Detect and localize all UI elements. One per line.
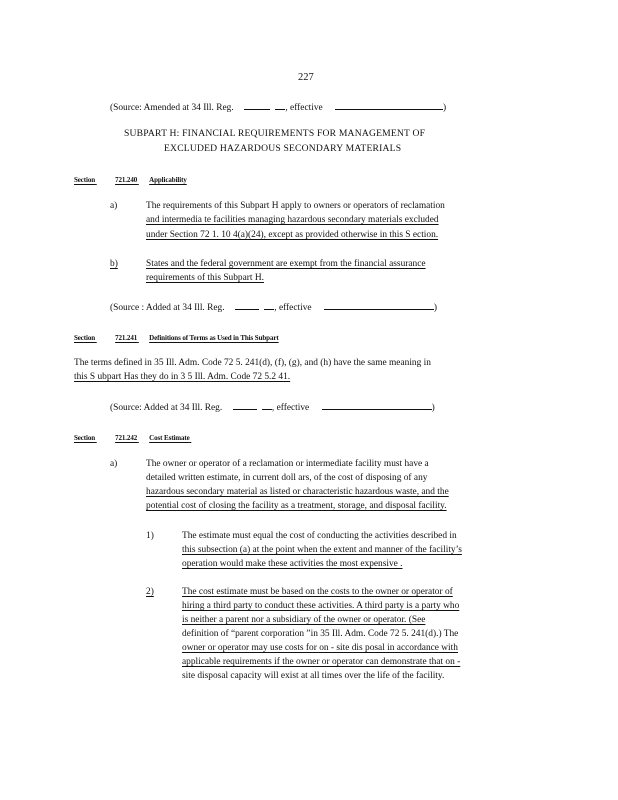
blank-line [244,100,270,110]
blank-line [233,400,257,410]
close-paren: ) [443,103,447,113]
subpara-2-line5: owner or operator may use costs for on - site dis posal in accordance with [182,643,458,653]
effective-label: effective [278,303,312,313]
subpara-1-line2: this subsection (a) at the point when the extent and manner of the facility’s [182,545,462,555]
para-a-line1: The owner or operator of a reclamation or intermediate facility must have a [146,459,429,469]
section-heading-721-241 [74,332,279,344]
blank-line [275,100,285,110]
para-b-line2: requirements of this Subpart H. [146,273,264,283]
source-note-240: (Source : Added at 34 Ill. Reg. , effective ) [110,300,437,314]
subpara-2-line3: is neither a parent nor a subsidiary of the owner or operator. (See [182,615,426,625]
section-heading-721-242 [74,432,216,444]
section-label: Section [74,434,96,442]
subpara-label-2: 2) [146,587,154,597]
subpara-2-line4: definition of “parent corporation ”in 35 Ill. Adm. Code 72 5. 241(d).) The [182,629,459,639]
section-title: Cost Estimate [149,434,190,442]
section-number: 721.242 [115,434,138,442]
subpara-1-line3: operation would make these activities the most expensive . [182,559,403,569]
source-text: (Source : Added at 34 Ill. Reg. [110,303,225,313]
para-b-line1: States and the federal government are exempt from the financial assurance [146,259,426,269]
section-title: Definitions of Terms as Used in This Subpart [149,334,279,342]
page-number: 227 [298,72,314,83]
section-title: Applicability [149,176,187,184]
subpara-2-line7: site disposal capacity will exist at all times over the life of the facility. [182,671,445,681]
para-a-line1: The requirements of this Subpart H apply to owners or operators of reclamation [146,201,445,211]
source-note-top [110,100,446,114]
source-text: (Source: Added at 34 Ill. Reg. [110,403,223,413]
para-label-a: a) [110,459,118,469]
subpart-heading-line1: SUBPART H: FINANCIAL REQUIREMENTS FOR MANAGEMENT OF [124,128,426,139]
blank-line [235,300,259,310]
para-a-line4: potential cost of closing the facility as a treatment, storage, and disposal facility. [146,501,447,511]
close-paren: ) [431,403,435,413]
blank-line [262,400,272,410]
effective-label: effective [290,103,323,113]
subpara-2-line1: The cost estimate must be based on the costs to the owner or operator of [182,587,453,597]
para-a-line2: detailed written estimate, in current doll ars, of the cost of disposing of any [146,473,428,483]
section-241-body-line1: The terms defined in 35 Ill. Adm. Code 72 5. 241(d), (f), (g), and (h) have the same meaning in [74,358,431,368]
blank-line [264,300,274,310]
blank-line [335,100,443,110]
source-note-241: (Source: Added at 34 Ill. Reg. , effective ) [110,400,435,414]
para-a-line3: under Section 72 1. 10 4(a)(24), except as provided otherwise in this S ection. [146,230,439,240]
subpara-2-line6: applicable requirements if the owner or operator can demonstrate that on - [182,657,461,667]
subpara-1-line1: The estimate must equal the cost of conducting the activities described in [182,531,457,541]
para-label-a: a) [110,201,118,211]
section-number: 721.240 [115,176,138,184]
section-241-body-line2: this S ubpart Has they do in 3 5 Ill. Adm. Code 72 5.2 41. [74,372,291,382]
subpara-2-line2: hiring a third party to conduct these activities. A third party is a party who [182,601,460,611]
section-heading-721-240 [74,174,187,186]
source-text: (Source: Amended at 34 Ill. Reg. [110,103,234,113]
section-label: Section [74,334,96,342]
comma: , [285,103,288,113]
section-number: 721.241 [115,334,138,342]
para-a-line3: hazardous secondary material as listed or characteristic hazardous waste, and the [146,487,449,497]
subpart-heading-line2: EXCLUDED HAZARDOUS SECONDARY MATERIALS [164,143,402,154]
para-label-b: b) [110,259,118,269]
section-label: Section [74,176,96,184]
close-paren: ) [433,303,438,313]
blank-line [322,400,432,410]
effective-label: effective [276,403,310,413]
para-a-line2: and intermedia te facilities managing hazardous secondary materials excluded [146,215,439,225]
subpara-label-1: 1) [146,531,154,541]
blank-line [324,300,434,310]
